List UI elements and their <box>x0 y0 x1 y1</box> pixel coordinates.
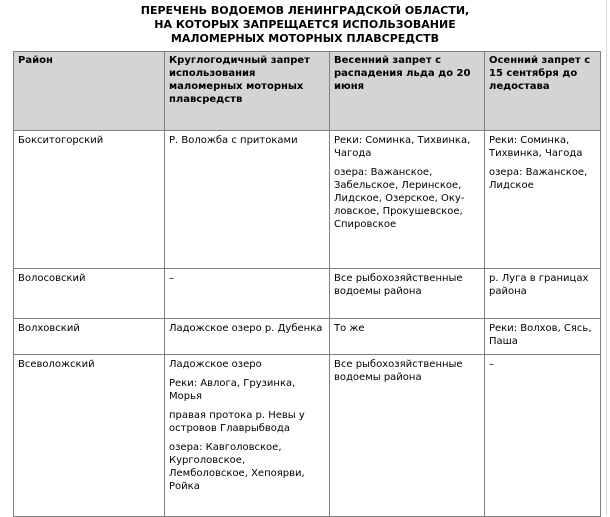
cell-spring <box>330 131 485 269</box>
table-row <box>14 131 601 269</box>
cell-spring <box>330 355 485 517</box>
waterbodies-table <box>13 51 601 517</box>
table-header-row <box>14 52 601 131</box>
cell-text: То же <box>334 323 365 334</box>
cell-district: Волосовский <box>14 269 165 319</box>
title-line-2: НА КОТОРЫХ ЗАПРЕЩАЕТСЯ ИСПОЛЬЗОВАНИЕ <box>154 18 456 31</box>
cell-text: озера: Важанское, Лидское <box>489 167 588 191</box>
cell-text: правая протока р. Невы у островов Главрыбвода <box>169 410 305 434</box>
table-row <box>14 355 601 517</box>
cell-spring <box>330 319 485 355</box>
header-district: Район <box>14 52 165 131</box>
page-edge-line <box>606 0 607 516</box>
cell-text: р. Луга в границах района <box>489 273 589 297</box>
cell-district: Всеволожский <box>14 355 165 517</box>
header-spring: Весенний запрет с распадения льда до 20 июня <box>330 52 485 131</box>
document-title <box>0 0 610 46</box>
table-row <box>14 269 601 319</box>
cell-text: озера: Кавголовское, Курголовское, Лемболовское, Хепоярви, Ройка <box>169 442 305 492</box>
cell-text: Ладожское озеро <box>169 359 262 370</box>
cell-text: Реки: Соминка, Тихвинка, Чагода <box>489 135 583 159</box>
cell-text: Реки: Авлога, Грузинка, Морья <box>169 378 296 402</box>
title-line-1: ПЕРЕЧЕНЬ ВОДОЕМОВ ЛЕНИНГРАДСКОЙ ОБЛАСТИ, <box>140 4 470 17</box>
cell-district: Волховский <box>14 319 165 355</box>
cell-yearround <box>165 131 330 269</box>
cell-text: озера: Важанское, Забельское, Леринское, Лидское, Озерское, Оку-ловское, Прокушевское, Спировское <box>334 167 465 230</box>
cell-text: Ладожское озеро р. Дубенка <box>169 323 323 334</box>
cell-text: – <box>489 359 494 370</box>
cell-text: Реки: Волхов, Сясь, Паша <box>489 323 592 347</box>
cell-district: Бокситогорский <box>14 131 165 269</box>
cell-autumn <box>485 319 601 355</box>
cell-text: Все рыбохозяйственные водоемы района <box>334 273 463 297</box>
cell-autumn <box>485 131 601 269</box>
header-autumn: Осенний запрет с 15 сентября до ледостава <box>485 52 601 131</box>
cell-yearround <box>165 355 330 517</box>
title-line-3: МАЛОМЕРНЫХ МОТОРНЫХ ПЛАВСРЕДСТВ <box>170 32 440 45</box>
cell-autumn <box>485 355 601 517</box>
table-row <box>14 319 601 355</box>
cell-yearround <box>165 319 330 355</box>
header-yearround: Круглогодичный запрет использования маломерных моторных плавсредств <box>165 52 330 131</box>
cell-autumn <box>485 269 601 319</box>
cell-text: Реки: Соминка, Тихвинка, Чагода <box>334 135 471 159</box>
cell-spring <box>330 269 485 319</box>
cell-text: Р. Воложба с притоками <box>169 135 298 146</box>
cell-text: Все рыбохозяйственные водоемы района <box>334 359 463 383</box>
cell-yearround <box>165 269 330 319</box>
cell-text: – <box>169 273 174 284</box>
